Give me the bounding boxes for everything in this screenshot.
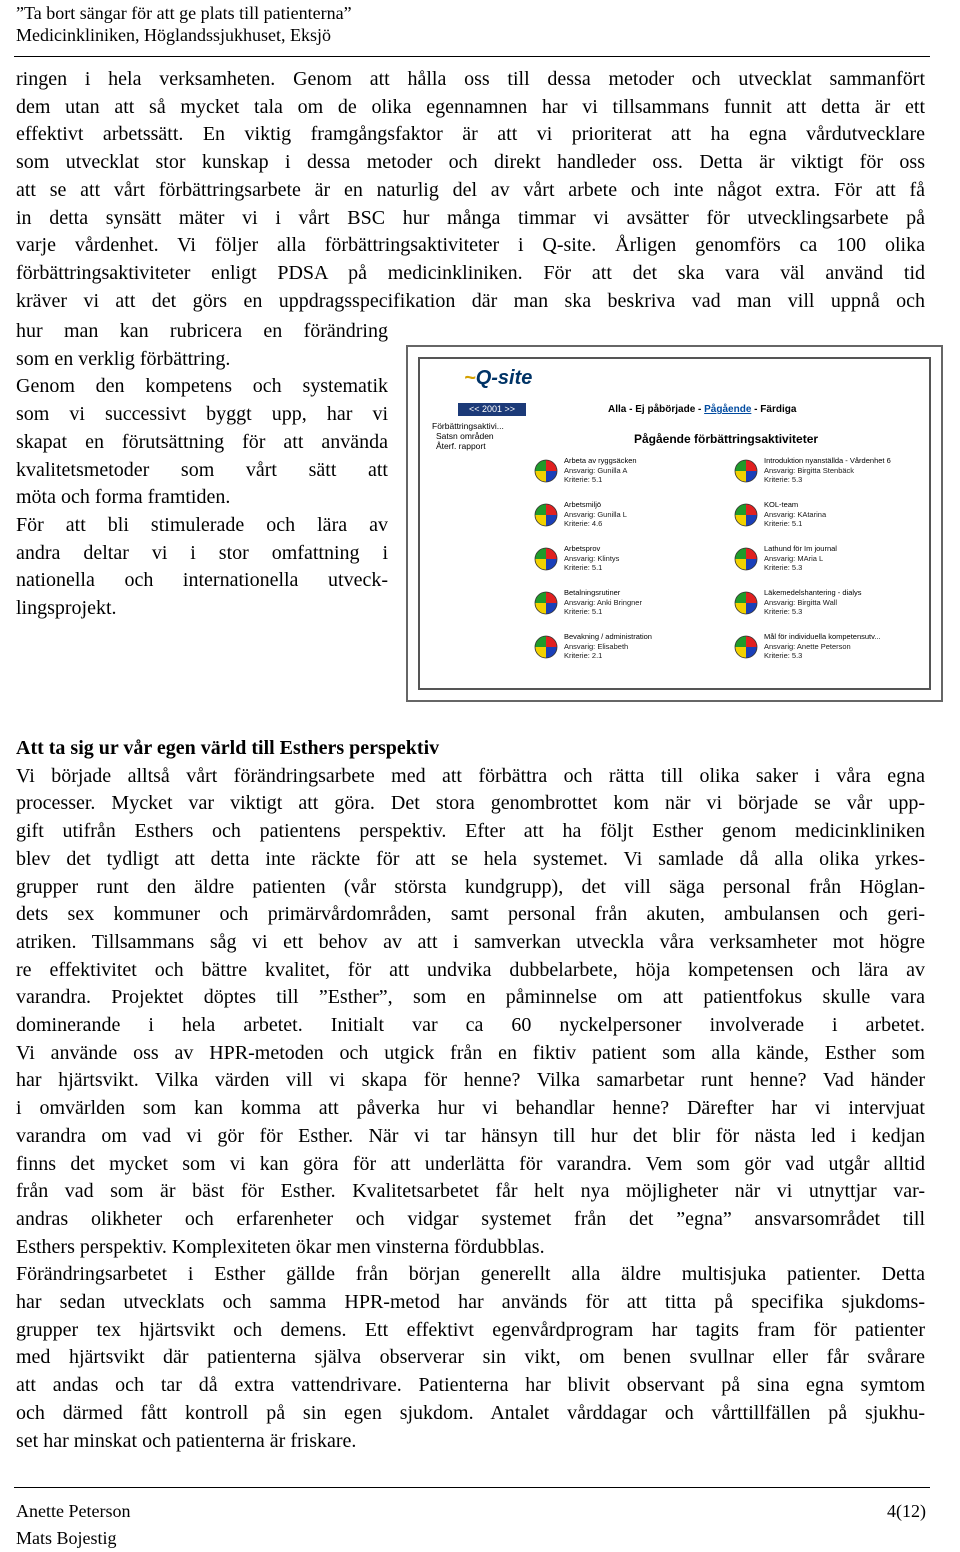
section-heading: Att ta sig ur vår egen värld till Esthers perspektiv — [16, 737, 440, 759]
activity-owner: Ansvarig: Birgitta Stenbäck — [764, 465, 855, 475]
qsite-window — [418, 357, 931, 690]
pdsa-wheel-icon — [734, 635, 758, 659]
activity-item[interactable] — [734, 588, 899, 626]
activity-crit: Kriterie: 5.1 — [564, 475, 603, 484]
qsite-status-menu: Alla - Ej påbörjade - Pågående - Färdiga — [608, 404, 797, 415]
activity-owner: Ansvarig: Anette Peterson — [764, 641, 851, 651]
activity-owner: Ansvarig: Klintys — [564, 553, 620, 563]
author-2: Mats Bojestig — [16, 1528, 117, 1548]
activity-item[interactable] — [734, 632, 899, 670]
nav-item-aterrapport[interactable]: Återf. rapport — [436, 441, 486, 451]
pdsa-wheel-icon — [534, 635, 558, 659]
pdsa-wheel-icon — [734, 459, 758, 483]
activity-crit: Kriterie: 5.3 — [764, 563, 803, 572]
pdsa-wheel-icon — [734, 503, 758, 527]
qsite-screenshot-figure — [406, 345, 943, 702]
qsite-logo: ~Q-site — [464, 367, 533, 389]
activity-text — [564, 588, 642, 617]
header-rule — [14, 56, 930, 57]
activity-name: Arbeta av ryggsäcken — [564, 456, 637, 465]
nav-item-forbattringsaktiviteter[interactable]: Förbättringsaktivi... — [432, 421, 504, 431]
section-esther: Att ta sig ur vår egen värld till Esthers perspektiv Vi började alltså vårt förändringsarbete med att förbättra och rätta till olika saker i våra egna processer. Mycket var viktigt att göra. Det stora genombrottet kom när vi började se vår upp- gift utifrån Esthers och patientens perspektiv. Efter att ha följt Esther genom medicinkliniken blev det tydligt att detta inte räckte för att se hela systemet. Vi samlade då alla olika yrkes- grupper runt den äldre patienten (vår största kundgrupp), det vill säga personal från Höglan- dets sex kommuner och primärvårdområden, samt personal från akuten, ambulansen och geri- atriken. Tillsammans såg vi ett behov av att i samverkan utveckla våra verksamheter mot högre re effektivitet och bättre kvalitet, för att undvika dubbelarbete, höja kompetensen och lära av varandra. Projektet döptes till ”Esther”, som en påminnelse om att patientfokus skulle vara dominerande i hela arbetet. Initialt var ca 60 nyckelpersoner involverade i arbetet. Vi använde oss av HPR-metoden och utgick från en fiktiv patient som alla kände, Esther som har hjärtsvikt. Vilka värden vill vi skapa för henne? Vilka samarbetar runt henne? Vad händer i omvärlden som kan komma att påverka hur vi behandlar henne? Därefter har vi intervjuat varandra om vad vi gör för Esther. När vi tar hänsyn till hur det blir för nästa led i kedjan finns det mycket som vi kan göra för att underlätta för varandra. Vem som gör vad utgår alltid från vad som är bäst för Esther. Kvalitetsarbetet får helt nya möjligheter när vi utnyttjar var- andras olikheter och erfarenheter och vidgar systemet från det ”egna” ansvarsområdet till Esthers perspektiv. Komplexiteten ökar men vinsterna fördubblas. Förändringsarbetet i Esther gällde från början generellt alla äldre multisjuka patienter. Detta har sedan utvecklats och samma HPR-metod har används för att titta på specifika sjukdoms- grupper tex hjärtsvikt och demens. Ett effektivt egenvårdprogram har tagits fram för patienter med hjärtsvikt där patienterna själva observerar sin vikt, om benen svullnar eller får svårare att andas och tar då extra vattendrivare. Patienterna har blivit observant på sina egna symtom och därmed fått kontroll på sin egen sjukdom. Antalet vårddagar och vårttillfällen på sjukhu- set har minskat och patienterna är friskare. — [16, 737, 925, 1452]
header-title: ”Ta bort sängar för att ge plats till patienterna” — [16, 3, 352, 23]
activity-text — [564, 632, 652, 661]
activity-item[interactable] — [534, 632, 699, 670]
pdsa-wheel-icon — [534, 547, 558, 571]
activity-crit: Kriterie: 5.1 — [564, 563, 603, 572]
activity-name: Bevakning / administration — [564, 632, 652, 641]
nav-item-satsningsomraden[interactable]: Satsn områden — [436, 431, 494, 441]
activity-name: KOL-team — [764, 500, 799, 509]
menu-pagaende[interactable]: Pågående — [704, 404, 752, 415]
activity-name: Läkemedelshantering - dialys — [764, 588, 862, 597]
activity-crit: Kriterie: 5.3 — [764, 607, 803, 616]
qsite-side-nav — [432, 421, 512, 451]
activity-owner: Ansvarig: Gunilla A — [564, 465, 628, 475]
activity-crit: Kriterie: 5.1 — [564, 607, 603, 616]
activity-owner: Ansvarig: MAria L — [764, 553, 824, 563]
activity-name: Introduktion nyanställda - Vårdenhet 6 — [764, 456, 891, 465]
activity-crit: Kriterie: 4.6 — [564, 519, 603, 528]
activity-text — [564, 544, 619, 573]
activity-text — [764, 456, 891, 485]
author-1: Anette Peterson — [16, 1501, 131, 1521]
activity-name: Arbetsmiljö — [564, 500, 602, 509]
header-subtitle: Medicinkliniken, Höglandssjukhuset, Eksjö — [16, 25, 331, 45]
footer-authors — [16, 1498, 130, 1552]
footer-rule — [14, 1487, 930, 1488]
activity-item[interactable] — [734, 456, 899, 494]
activity-item[interactable] — [734, 500, 899, 538]
activity-item[interactable] — [534, 500, 699, 538]
activity-name: Betalningsrutiner — [564, 588, 621, 597]
qsite-year-selector[interactable]: << 2001 >> — [458, 403, 526, 416]
running-header — [16, 2, 352, 46]
menu-fardiga[interactable]: Färdiga — [760, 404, 797, 415]
activity-name: Mål för individuella kompetensutv... — [764, 632, 881, 641]
activity-crit: Kriterie: 5.1 — [764, 519, 803, 528]
activity-crit: Kriterie: 2.1 — [564, 651, 603, 660]
pdsa-wheel-icon — [534, 459, 558, 483]
activity-owner: Ansvarig: Anki Bringner — [564, 597, 642, 607]
activity-owner: Ansvarig: Birgitta Wall — [764, 597, 838, 607]
pdsa-wheel-icon — [734, 547, 758, 571]
pdsa-wheel-icon — [534, 503, 558, 527]
menu-alla[interactable]: Alla — [608, 404, 627, 415]
activity-owner: Ansvarig: KAtarina — [764, 509, 827, 519]
qsite-activity-list — [534, 456, 914, 676]
activity-item[interactable] — [534, 544, 699, 582]
page-number: 4(12) — [887, 1501, 926, 1521]
activity-text — [764, 588, 862, 617]
activity-item[interactable] — [534, 588, 699, 626]
paragraph-1: ringen i hela verksamheten. Genom att hålla oss till dessa metoder och utvecklat sammanfört dem utan att så mycket tala om de olika egennamnen har vi tillsammans funnit att detta är ett effektivt arbetssätt. En viktig framgångsfaktor är att vi prioriterat att ha egna vårdutvecklare som utvecklat stor kunskap i dessa metoder och direkt handleder oss. Detta är viktigt för oss att se att vårt förbättringsarbete är en naturlig del av vårt arbete och inte något extra. För att få in detta synsätt mäter vi i vårt BSC hur många timmar vi avsätter för utvecklingsarbete på varje vårdenhet. Vi följer alla förbättringsaktiviteter i Q-site. Årligen genomförs ca 100 olika förbättringsaktiviteter enligt PDSA på medicinkliniken. För att det ska vara väl använd tid kräver vi att det görs en uppdragsspecifikation där man ska beskriva vad man vill uppnå och — [16, 68, 925, 312]
qsite-page-title: Pågående förbättringsaktiviteter — [634, 432, 819, 446]
pdsa-wheel-icon — [734, 591, 758, 615]
activity-text — [764, 632, 881, 661]
activity-text — [764, 544, 837, 573]
activity-crit: Kriterie: 5.3 — [764, 475, 803, 484]
activity-owner: Ansvarig: Gunilla L — [564, 509, 627, 519]
activity-text — [564, 500, 627, 529]
menu-ej-paborjade[interactable]: Ej påbörjade — [635, 404, 696, 415]
activity-item[interactable] — [534, 456, 699, 494]
activity-text — [764, 500, 826, 529]
activity-owner: Ansvarig: Elisabeth — [564, 641, 629, 651]
activity-item[interactable] — [734, 544, 899, 582]
paragraph-column: hur man kan rubricera en förändring som en verklig förbättring. Genom den kompetens och systematik som vi successivt byggt upp, har vi skapat en förutsättning för att använda kvalitetsmetoder som vårt sätt att möta och forma framtiden. För att bli stimulerade och lära av andra deltar vi i stor omfattning i nationella och internationella utveck- lingsprojekt. — [16, 320, 388, 620]
activity-name: Lathund för Im journal — [764, 544, 837, 553]
pdsa-wheel-icon — [534, 591, 558, 615]
activity-name: Arbetsprov — [564, 544, 601, 553]
activity-text — [564, 456, 637, 485]
activity-crit: Kriterie: 5.3 — [764, 651, 803, 660]
